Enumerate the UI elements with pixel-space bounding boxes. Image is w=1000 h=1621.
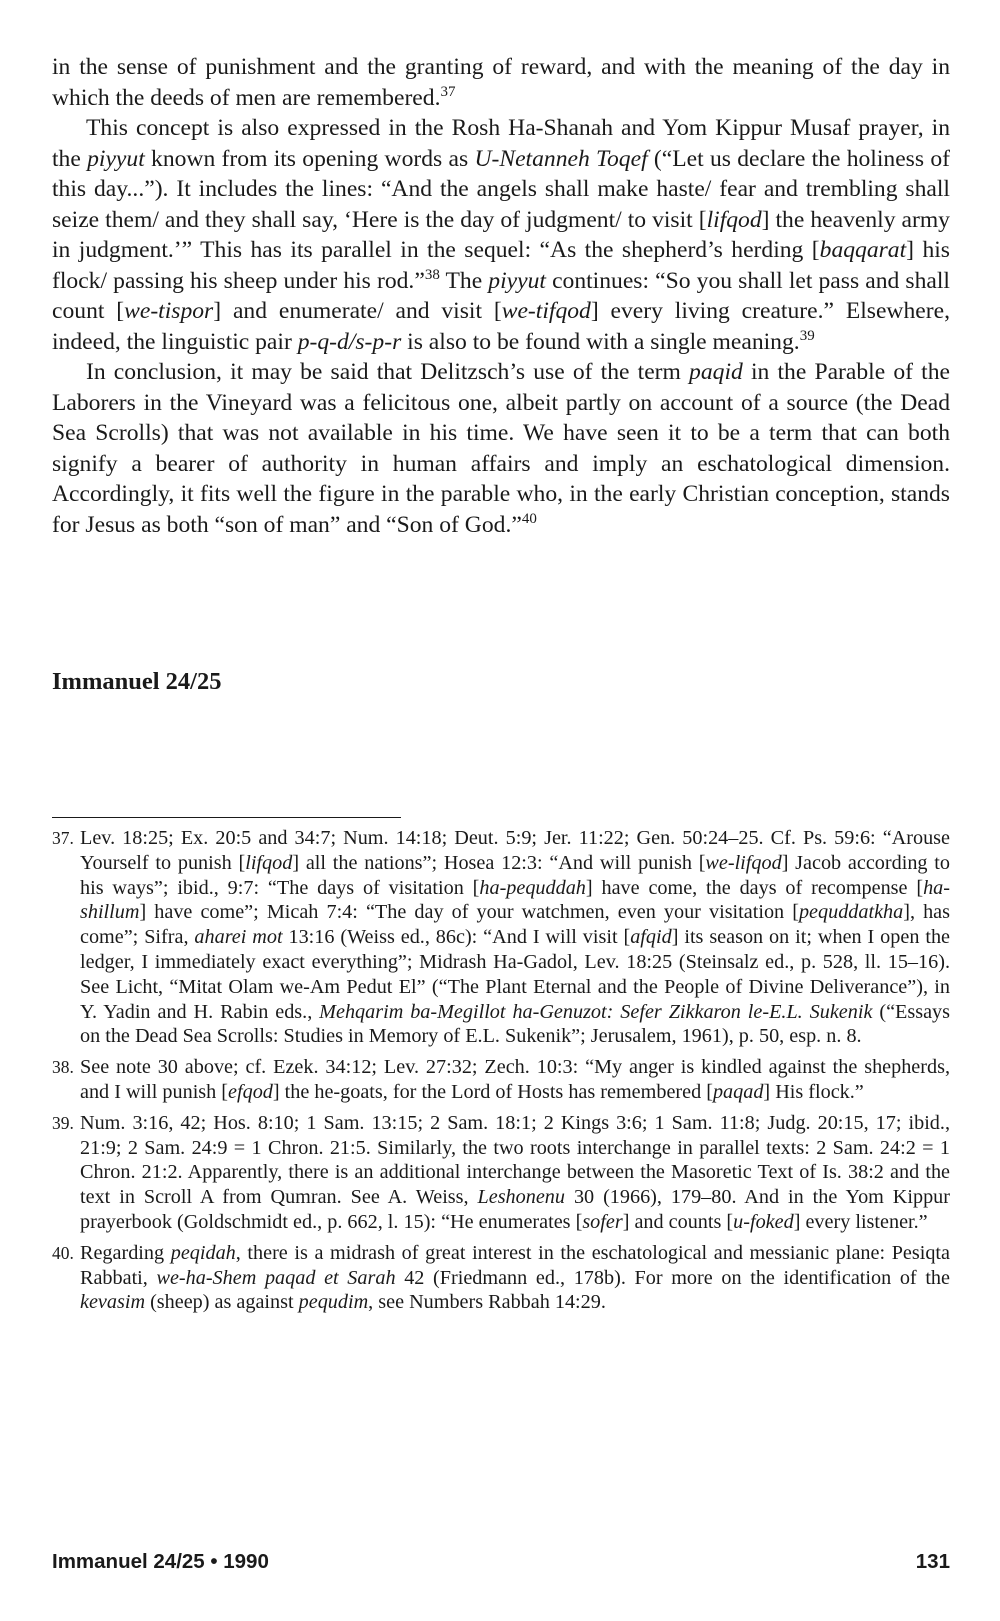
footnote-ref-37[interactable]: 37 [440, 83, 456, 100]
paragraph-1: in the sense of punishment and the granting of reward, and with the meaning of the day in which the deeds of men are remembered.$^{37}$ [52, 54, 950, 111]
paragraph-3: In conclusion, it may be said that Delitzsch’s use of the term paqid in the Parable of the Laborers in the Vineyard was a felicitous one, albeit partly on account of a source (the Dead Sea Scrolls) that was not available in his time. We have seen it to be a term that can both signify a bearer of authority in human affairs and imply an eschatological dimension. Accordingly, it fits well the figure in the parable who, in the early Christian conception, stands for Jesus as both “son of man” and “Son of God.”$^{40}$ [52, 359, 950, 538]
footnote-text: Regarding peqidah, there is a midrash of great interest in the eschatological and messianic plane: Pesiqta Rabbati, we-ha-Shem paqad et Sarah 42 (Friedmann ed., 178b). For more on the identification of the kevasim (sheep) as against pequdim, see Numbers Rabbah 14:29. [80, 1241, 951, 1314]
footnotes [52, 826, 950, 1321]
footnote-number: 39. [52, 1112, 74, 1133]
footnote-text: See note 30 above; cf. Ezek. 34:12; Lev. 27:32; Zech. 10:3: “My anger is kindled against the shepherds, and I will punish [efqod] the he-goats, for the Lord of Hosts has remembered [paqad] His flock.” [80, 1056, 950, 1103]
page-number: 131 [915, 1550, 950, 1573]
footnote-38 [52, 1055, 950, 1105]
footnote-ref-40[interactable]: 40 [521, 510, 537, 527]
section-heading: Immanuel 24/25 [52, 668, 222, 695]
footnote-number: 40. [52, 1242, 74, 1263]
page-footer [52, 1550, 950, 1574]
footnote-37 [52, 826, 950, 1049]
footnote-text: Lev. 18:25; Ex. 20:5 and 34:7; Num. 14:18; Deut. 5:9; Jer. 11:22; Gen. 50:24–25. Cf. Ps. 59:6: “Arouse Yourself to punish [lifqod] all the nations”; Hosea 12:3: “And will punish [we-lifqod] Jacob according to his ways”; ibid., 9:7: “The days of visitation [ha-pequddah] have come, the days of recompense [ha-shillum] have come”; Micah 7:4: “The day of your watchmen, even your visitation [pequddatkha], has come”; Sifra, aharei mot 13:16 (Weiss ed., 86c): “And I will visit [afqid] its season on it; when I open the ledger, I immediately exact everything”; Midrash Ha-Gadol, Lev. 18:25 (Steinsalz ed., p. 528, ll. 15–16). See Licht, “Mitat Olam we-Am Pedut El” (“The Plant Eternal and the People of Divine Deliverance”), in Y. Yadin and H. Rabin eds., Mehqarim ba-Megillot ha-Genuzot: Sefer Zikkaron le-E.L. Sukenik (“Essays on the Dead Sea Scrolls: Studies in Memory of E.L. Sukenik”; Jerusalem, 1961), p. 50, esp. n. 8. [80, 827, 950, 1048]
footnote-39 [52, 1111, 950, 1235]
footnote-ref-39[interactable]: 39 [799, 327, 815, 344]
footnote-ref-38[interactable]: 38 [424, 266, 440, 283]
body-text [52, 52, 950, 540]
footnote-divider [52, 817, 401, 818]
footer-journal: Immanuel 24/25 • 1990 [52, 1550, 269, 1573]
footnote-40 [52, 1241, 950, 1315]
footnote-text: Num. 3:16, 42; Hos. 8:10; 1 Sam. 13:15; 2 Sam. 18:1; 2 Kings 3:6; 1 Sam. 11:8; Judg. 20:15, 17; ibid., 21:9; 2 Sam. 24:9 = 1 Chron. 21:5. Similarly, the two roots interchange in parallel texts: 2 Sam. 24:2 = 1 Chron. 21:2. Apparently, there is an additional interchange between the Masoretic Text of Is. 38:2 and the text in Scroll A from Qumran. See A. Weiss, Leshonenu 30 (1966), 179–80. And in the Yom Kippur prayerbook (Goldschmidt ed., p. 662, l. 15): “He enumerates [sofer] and counts [u-foked] every listener.” [80, 1111, 950, 1233]
footnote-number: 38. [52, 1057, 74, 1078]
footnote-number: 37. [52, 828, 74, 848]
paragraph-2: This concept is also expressed in the Rosh Ha-Shanah and Yom Kippur Musaf prayer, in the piyyut known from its opening words as U-Netanneh Toqef (“Let us declare the holiness of this day...”). It includes the lines: “And the angels shall make haste/ fear and trembling shall seize them/ and they shall say, ‘Here is the day of judgment/ to visit [lifqod] the heavenly army in judgment.’” This has its parallel in the sequel: “As the shepherd’s herding [baqqarat] his flock/ passing his sheep under his rod.”$^{38}$ The piyyut continues: “So you shall let pass and shall count [we-tispor] and enumerate/ and visit [we-tifqod] every living creature.” Elsewhere, indeed, the linguistic pair p-q-d/s-p-r is also to be found with a single meaning.$^{39}$ [52, 115, 950, 355]
